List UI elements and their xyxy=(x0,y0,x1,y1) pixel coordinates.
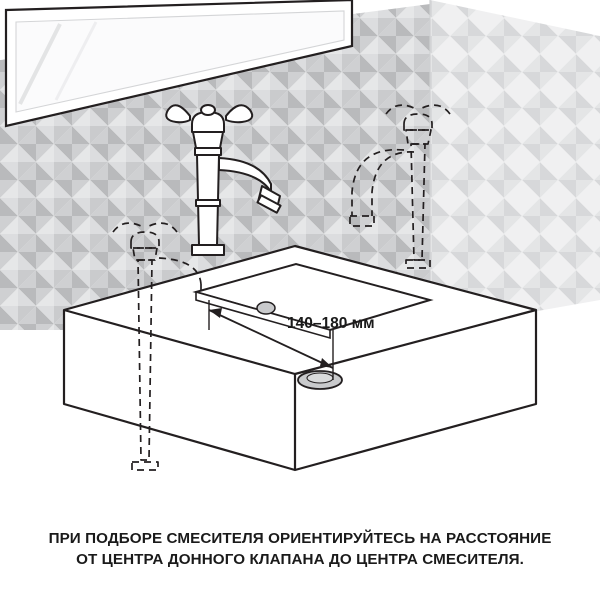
drain-valve xyxy=(298,371,342,389)
dimension-label: 140–180 мм xyxy=(287,315,375,332)
caption xyxy=(0,528,600,570)
caption-line-1: ПРИ ПОДБОРЕ СМЕСИТЕЛЯ ОРИЕНТИРУЙТЕСЬ НА РАССТОЯНИЕ xyxy=(48,530,552,547)
caption-line-2: ОТ ЦЕНТРА ДОННОГО КЛАПАНА ДО ЦЕНТРА СМЕСИТЕЛЯ. xyxy=(76,551,524,568)
